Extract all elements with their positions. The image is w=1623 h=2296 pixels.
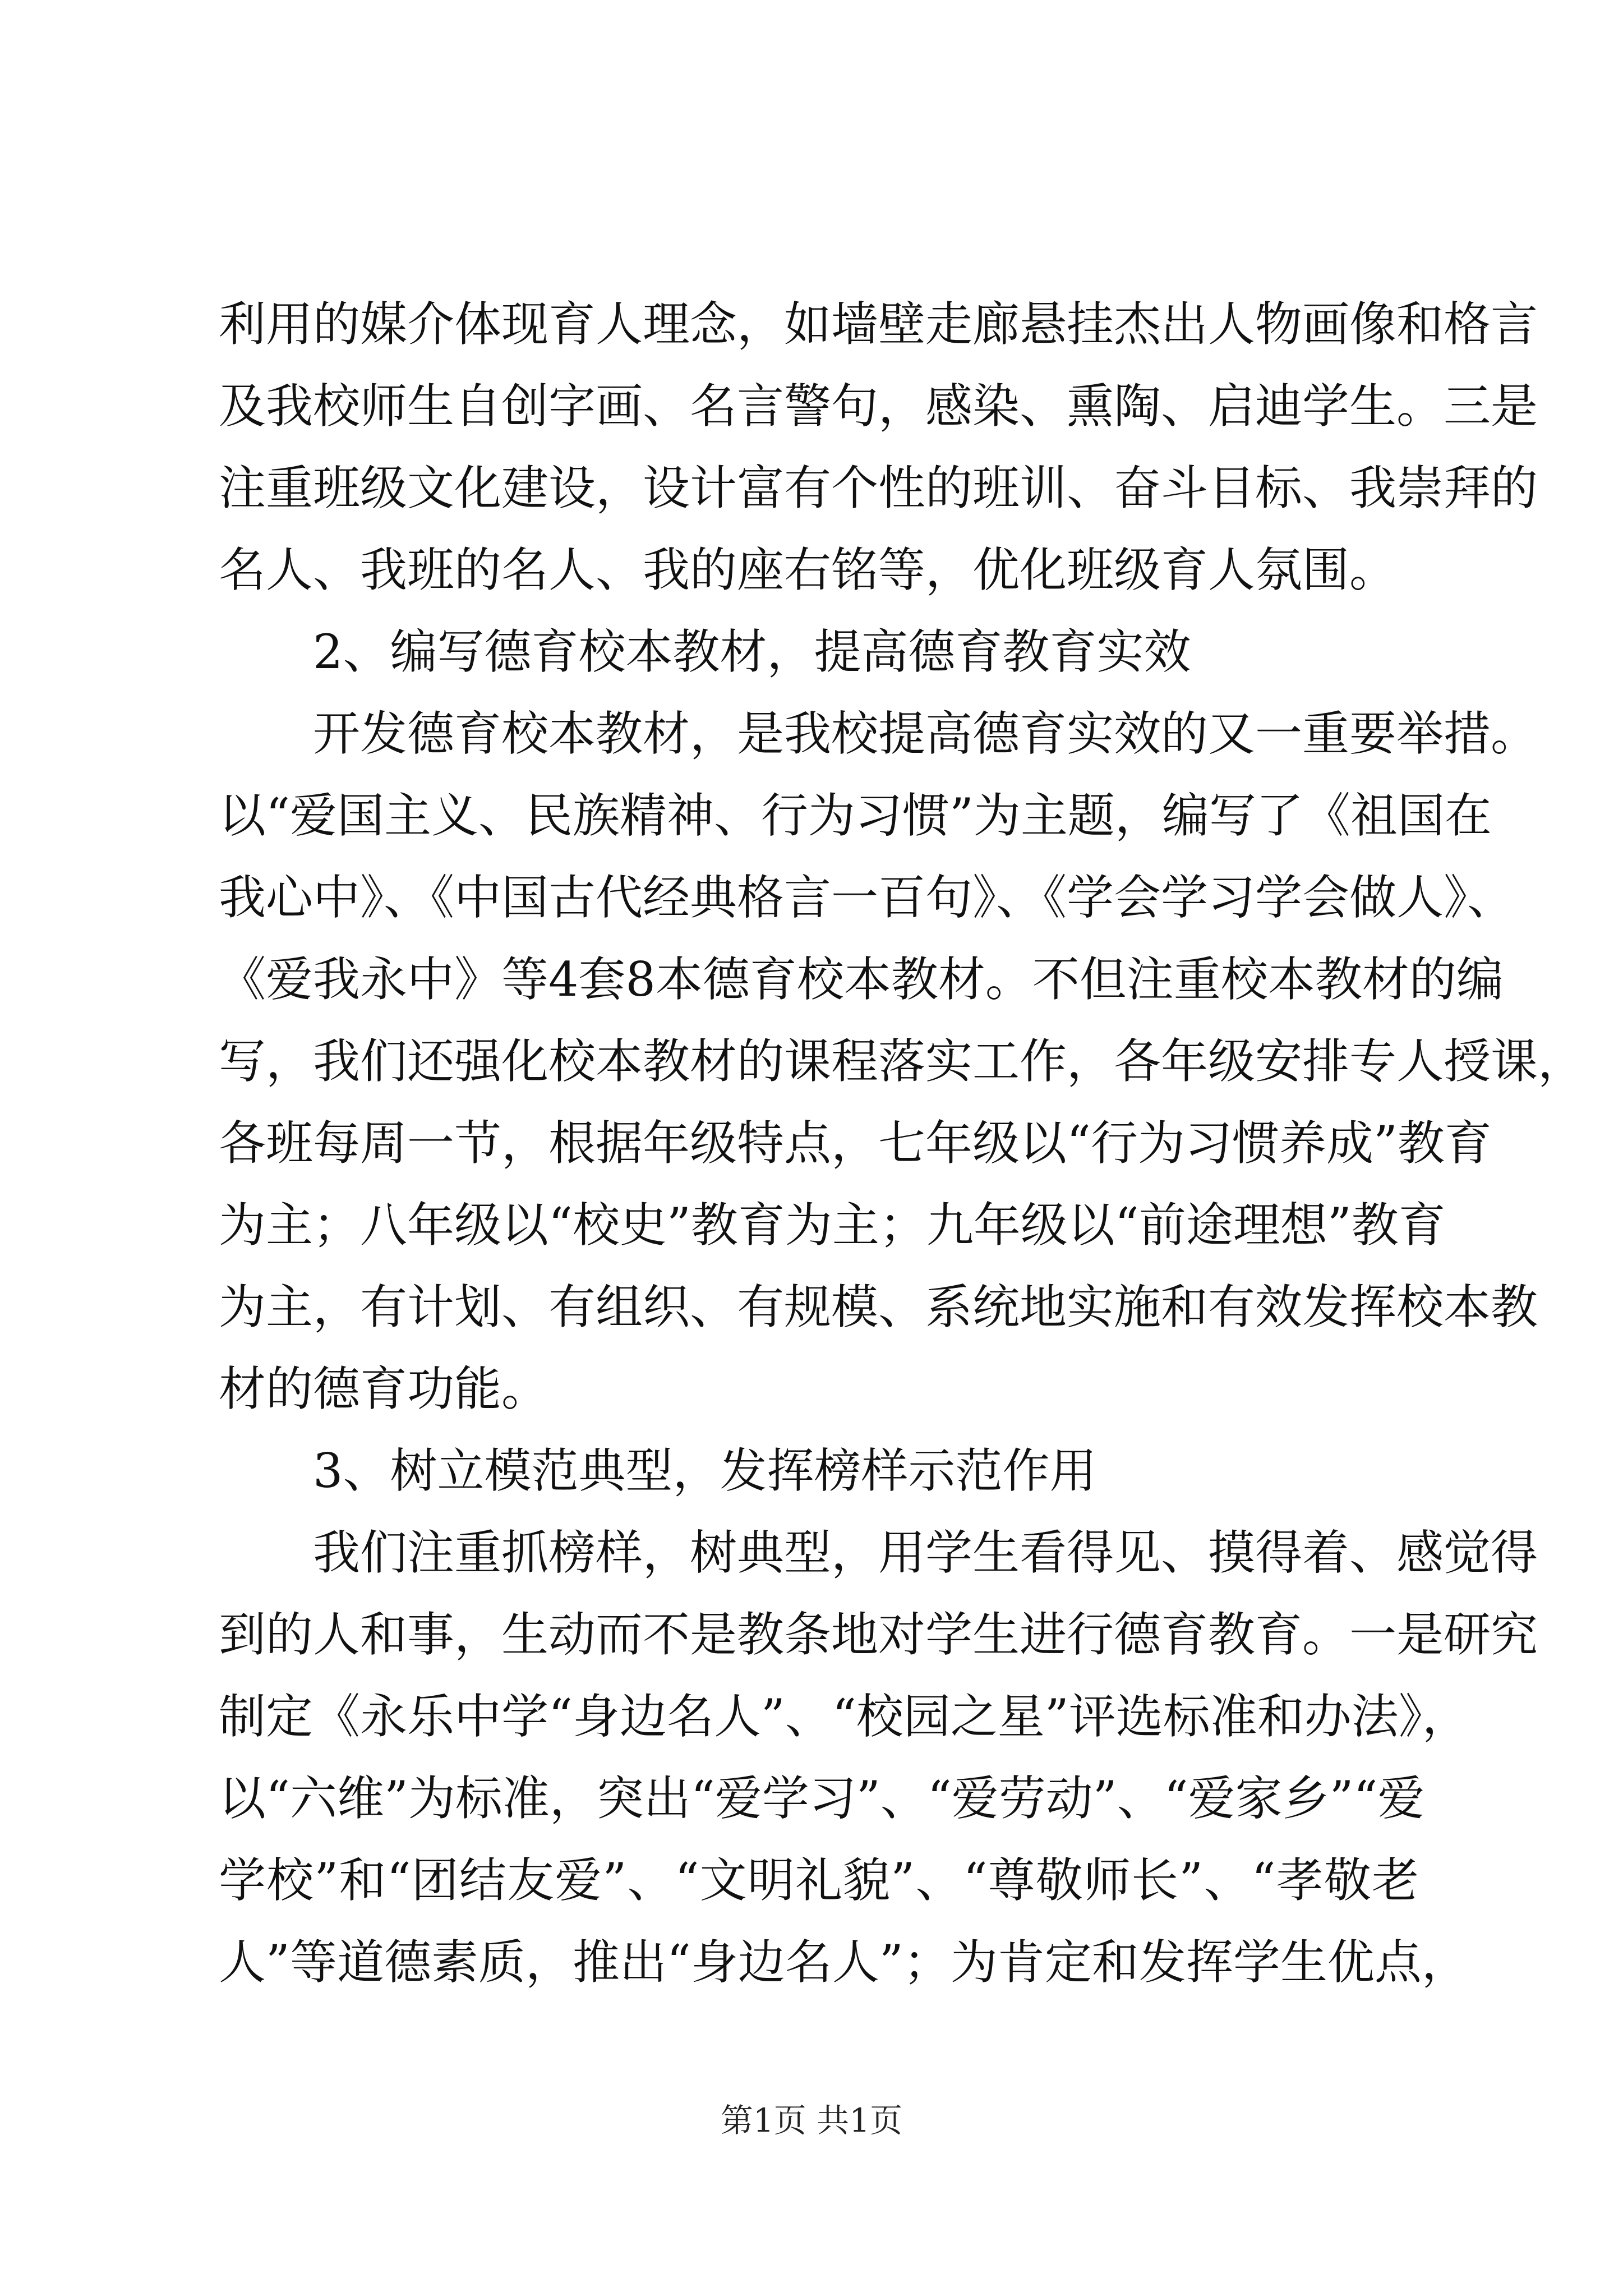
text-line: 为主，有计划、有组织、有规模、系统地实施和有效发挥校本教 xyxy=(219,1280,1538,1335)
section-heading: 3、树立模范典型，发挥榜样示范作用 xyxy=(313,1443,1097,1498)
page-number-text: 第1页 共1页 xyxy=(720,2101,903,2139)
text-line: 我心中》、《中国古代经典格言一百句》、《学会学习学会做人》、 xyxy=(219,870,1515,925)
text-line: 制定《永乐中学“身边名人”、“校园之星”评选标准和办法》， xyxy=(219,1689,1469,1744)
text-line: 名人、我班的名人、我的座右铭等，优化班级育人氛围。 xyxy=(219,542,1397,597)
text-line: 利用的媒介体现育人理念，如墙壁走廊悬挂杰出人物画像和格言 xyxy=(219,297,1538,352)
text-line: 材的德育功能。 xyxy=(219,1361,549,1416)
text-line: 各班每周一节，根据年级特点，七年级以“行为习惯养成”教育 xyxy=(219,1116,1492,1171)
text-line: 以“爱国主义、民族精神、行为习惯”为主题，编写了《祖国在 xyxy=(219,788,1492,843)
text-line: 写，我们还强化校本教材的课程落实工作，各年级安排专人授课， xyxy=(219,1034,1585,1089)
text-line: 注重班级文化建设，设计富有个性的班训、奋斗目标、我崇拜的 xyxy=(219,461,1538,516)
text-line: 为主；八年级以“校史”教育为主；九年级以“前途理想”教育 xyxy=(219,1198,1446,1253)
text-line: 《爱我永中》等4套8本德育校本教材。不但注重校本教材的编 xyxy=(219,952,1504,1007)
text-line: 及我校师生自创字画、名言警句，感染、熏陶、启迪学生。三是 xyxy=(219,379,1538,434)
section-heading: 2、编写德育校本教材，提高德育教育实效 xyxy=(313,624,1191,679)
document-body xyxy=(219,283,1585,2003)
text-line: 以“六维”为标准，突出“爱学习”、“爱劳动”、“爱家乡”“爱 xyxy=(219,1771,1425,1826)
page-footer xyxy=(0,2098,1623,2143)
text-line: 开发德育校本教材，是我校提高德育实效的又一重要举措。 xyxy=(313,706,1538,761)
text-line: 我们注重抓榜样，树典型，用学生看得见、摸得着、感觉得 xyxy=(313,1525,1538,1580)
text-line: 学校”和“团结友爱”、“文明礼貌”、“尊敬师长”、“孝敬老 xyxy=(219,1853,1419,1908)
text-line: 到的人和事，生动而不是教条地对学生进行德育教育。一是研究 xyxy=(219,1607,1538,1662)
text-line: 人”等道德素质，推出“身边名人”；为肯定和发挥学生优点， xyxy=(219,1935,1469,1990)
